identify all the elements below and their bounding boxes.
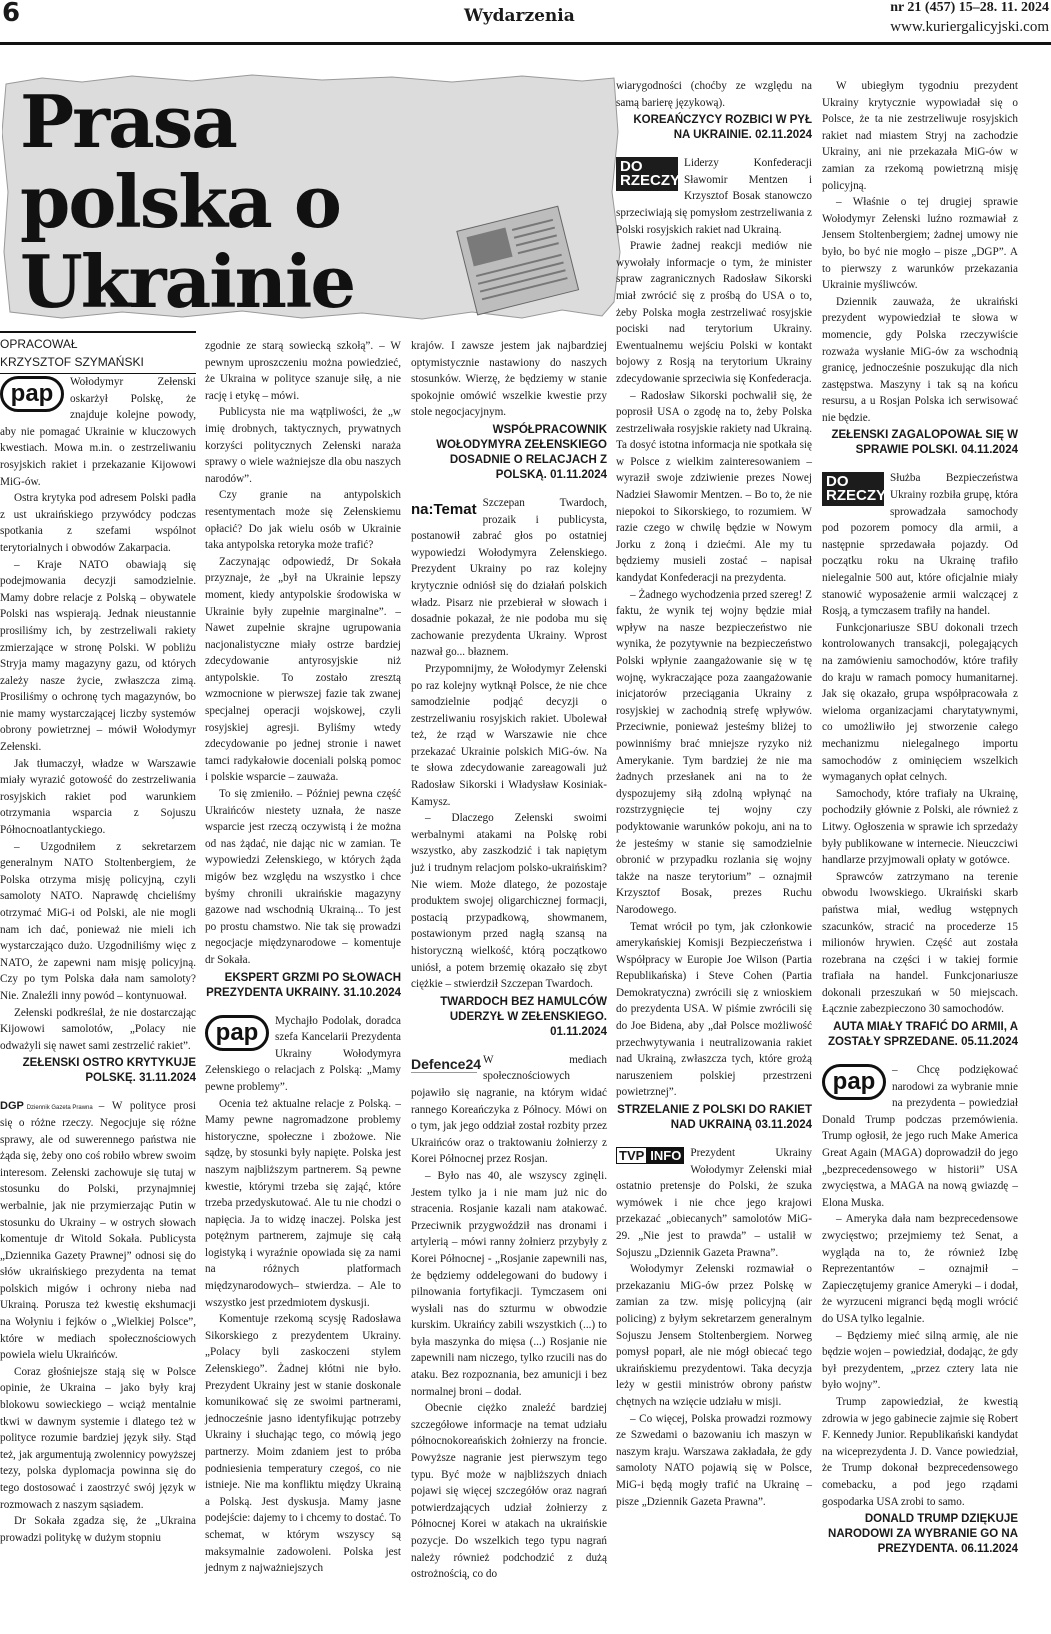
defence24-logo-text: Defence24 — [411, 1055, 482, 1072]
dgp-logo — [0, 1100, 93, 1112]
paragraph: – Radosław Sikorski pochwalił się, że poprosił USA o zgodę na to, żeby Polska zestrzeliwała rosyjskie rakiety nad Ukrainą. Ta dosyć istotna informacja nie spotkała się w Polsce z wielkim zainteresowaniem – wyraził swoje zdziwienie prezes Nowej Nadziei Sławomir Mentzen. – Bo to, że nie niepokoi to Sikorskiego, to rozumiem. W razie czego w chwilę będzie w Nowym Jorku z żoną i dziećmi. Ale my tu będziemy musieli zostać – napisał kandydat Konfederacji na prezydenta. — [616, 389, 813, 585]
paragraph: krajów. I zawsze jestem jak najbardziej optymistycznie nastawiony do naszych stosunków. Wierzę, że będziemy w stanie spokojnie omówić wszelkie kwestie przy stole negocjacyjnym. — [411, 340, 607, 419]
paragraph: Samochody, które trafiały na Ukrainę, pochodziły głównie z Polski, ale również z Litwy. Ogłoszenia w sprawie ich sprzedaży były publikowane w internecie. Nieuczciwi handlarze przyjmowali opłaty w gotówce. — [822, 787, 1018, 867]
paragraph: Ostra krytyka pod adresem Polski padła z ust ukraińskiego przywódcy podczas spotkania z szefami wspólnot terytorialnych i obwodów Zakarpacia. — [0, 492, 196, 554]
paragraph: – Uzgodniłem z sekretarzem generalnym NATO Stoltenbergiem, że Polska otrzyma misję policyjną, czyli samoloty NATO. Naprawdę chcieliśmy otrzymać MiG-i od Polski, ale nie mogli nam ich dać, ponieważ nie mieli ich wystarczająco dużo. Uzgodniliśmy więc z NATO, że zapewni nam misję policyjną. Czy po tym Polska dała nam samoloty? Nie. Znaleźli inny powód – kontynuował. — [0, 840, 196, 1002]
defence24-logo — [411, 1055, 482, 1079]
pap-logo: pap — [0, 376, 64, 412]
issue-info: nr 21 (457) 15–28. 11. 2024 — [890, 0, 1049, 15]
byline — [0, 331, 196, 374]
paragraph: Dr Sokała zgadza się, że „Ukraina prowadzi politykę w dużym stopniu — [0, 1515, 196, 1544]
title-banner — [2, 72, 622, 322]
paragraph: Wołodymyr Zełenski oskarżył Polskę, że znajduje kolejne powody, aby nie pomagać Ukrainie w kluczowych kwestiach. Mowa m.in. o zestrzeliwaniu rosyjskich rakiet i przekazanie Kijowowi MiG-ów. — [0, 376, 196, 488]
newspaper-icon — [448, 204, 584, 320]
paragraph: Mychajło Podolak, doradca szefa Kancelarii Prezydenta Ukrainy Wołodymyra Zełenskiego o relacjach z Polską: „Mamy pewne problemy”. — [205, 1014, 401, 1093]
paragraph: Komentuje rzekomą scysję Radosława Sikorskiego z prezydentem Ukrainy. „Polacy byli zaskoczeni stylem Zełenskiego”. Żadnej kłótni nie było. Prezydent Ukrainy jest w stanie doskonale komunikować się ze swoimi partnerami, jednocześnie jasno identyfikując potrzeby Ukrainy i słuchając tego, co mówią jego partnerzy. Moim zdaniem jest to próba podniesienia temperatury czegoś, co nie istnieje. Nie ma konfliktu między Ukrainą a Polską. Jest dyskusja. Mamy jasne podejście: dajemy to i chcemy to dostać. To schemat, w którym wszyscy są maksymalnie zadowoleni. Polska jest jednym z najważniejszych — [205, 1313, 401, 1575]
source-headline: ZEŁENSKI ZAGALOPOWAŁ SIĘ W SPRAWIE POLSKI. 04.11.2024 — [831, 429, 1018, 457]
page-number: 6 — [2, 0, 21, 28]
paragraph: Ocenia też aktualne relacje z Polską. – Mamy pewne nagromadzone problemy historyczne, społeczne i zbożowe. Nie sądzę, by stosunki były napięte. Polska jest naszym najbliższym partnerem. Są pewne kwestie, którymi trzeba się zająć, które trzeba przedyskutować. Ale tu nie chodzi o napięcia. Ja to widzę inaczej. Polska jest potężnym partnerem, zajmuje się całą logistyką i wyraźnie opowiada się za nami na różnych platformach międzynarodowych– stwierdza. – Ale to wszystko jest przedmiotem dyskusji. — [205, 1097, 401, 1309]
column-3 — [411, 338, 607, 1583]
source-headline: DONALD TRUMP DZIĘKUJE NARODOWI ZA WYBRANIE GO NA PREZYDENTA. 06.11.2024 — [828, 1513, 1018, 1556]
byline-author: KRZYSZTOF SZYMAŃSKI — [0, 355, 144, 369]
source-headline: STRZELANIE Z POLSKI DO RAKIET NAD UKRAINĄ 03.11.2024 — [617, 1104, 812, 1132]
column-1 — [0, 374, 196, 1546]
byline-label: OPRACOWAŁ — [0, 337, 78, 351]
column-4 — [616, 78, 812, 1510]
source-headline: KOREAŃCZYCY ROZBICI W PYŁ NA UKRAINIE. 02.11.2024 — [633, 114, 812, 142]
pap-logo: pap — [205, 1015, 269, 1051]
paragraph: W ubiegłym tygodniu prezydent Ukrainy krytycznie wypowiadał się o Polsce, że ta nie zestrzeliwuje rosyjskich rakiet nad miastem Stryj na zachodzie Ukrainy, ani nie przekazała MiG-ów w zamian za rzekomą powietrzną misję policyjną. — [822, 80, 1018, 192]
paragraph: – Kraje NATO obawiają się podejmowania decyzji samodzielnie. Mamy dobre relacje z Polską – obywatele Polski nas wspierają. Jednak nieustannie prosiliśmy ich, by zestrzeliwali rakiety zmierzające w stronę Polski. W pobliżu Stryja mamy magazyny gazu, od których zależy nasze życie, zwłaszcza zimą. Prosiliśmy o ochronę tych magazynów, bo nie mamy wystarczającej liczby systemów obrony powietrznej – mówił Wołodymyr Zełenski. — [0, 558, 196, 754]
paragraph: – Było nas 40, ale wszyscy zginęli. Jestem tylko ja i nie mam już nic do stracenia. Rosjanie kazali nam atakować. Przeciwnik przygwoździł nas dronami i artylerią – mówi ranny żołnierz przybyły z Korei Północnej - „Rosjanie zapewnili nas, że będziemy oddelegowani do budowy i pilnowania fortyfikacji. Tymczasem oni wysłali nas do szturmu w obwodzie kurskim. Ukraińcy zabili wszystkich (...) to była maszynka do mięsa (...) Rosjanie nie zapewnili nam niczego, tylko rzucili nas do ataku. Bez rozpoznania, bez amunicji i bez normalnej broni – dodał. — [411, 1169, 607, 1398]
column-5 — [822, 78, 1018, 1569]
pap-logo: pap — [822, 1064, 886, 1100]
source-headline: TWARDOCH BEZ HAMULCÓW UDERZYŁ W ZEŁENSKIEGO. 01.11.2024 — [440, 995, 607, 1038]
paragraph: Zaczynając odpowiedź, Dr Sokała przyznaje, że „był na Ukrainie lepszy moment, kiedy antypolskie środowiska w Ukrainie były zupełnie marginalne”. – Nawet zupełnie skrajne ugrupowania nacjonalistyczne miały ostrze bardziej zdecydowanie antyrosyjskie niż antypolskie. To zostało zresztą wzmocnione w pierwszej fazie tak zwanej specjalnej operacji wojskowej, czyli rosyjskiej agresji. Byliśmy wtedy zdecydowanie po jednej stronie i nawet tamci radykałowie doceniali polską pomoc i polskie wsparcie – zauważa. — [205, 555, 401, 784]
paragraph: – Chcę podziękować narodowi za wybranie mnie na prezydenta – powiedział Donald Trump podczas przemówienia. Trump ogłosił, że jego ruch Make America Great Again (MAGA) doprowadził do jego „bezprecedensowego w historii” USA zwycięstwa, a MAGA na nową gwiazdę – Elona Muska. — [822, 1064, 1018, 1209]
dorzeczy-logo: DO RZECZY — [822, 472, 884, 506]
tvp-logo-text: TVP — [616, 1147, 647, 1164]
paragraph: Liderzy Konfederacji Sławomir Mentzen i Krzysztof Bosak stanowczo sprzeciwiają się pomysłom zestrzeliwania z Polski rosyjskich rakiet nad Ukrainą. — [616, 157, 812, 236]
info-logo-text: INFO — [647, 1147, 684, 1164]
section-title: Wydarzenia — [464, 6, 575, 26]
paragraph: – Właśnie o tej drugiej sprawie Wołodymyr Zełenski luźno rozmawiał z Jensem Stoltenbergiem; żadnej umowy nie było, bo być nie mogło – pisze „DGP”. A to pierwszy z warunków przekazania Ukrainie myśliwców. — [822, 196, 1018, 292]
column-2 — [205, 338, 401, 1577]
paragraph: Coraz głośniejsze stają się w Polsce opinie, że Ukraina – jako były kraj blokowu sowieckiego – wciąż mentalnie tkwi w dawnym systemie i dlatego też w polityce rozumie bardziej język siły. Stąd też, jak argumentują zwolennicy powyższej tezy, polska dyplomacja powinna się do tego dostosować i zaostrzyć swój język w rozmowach z naszym sąsiadem. — [0, 1365, 196, 1511]
paragraph: – Co więcej, Polska prowadzi rozmowy ze Szwedami o bazowaniu ich maszyn w naszym kraju. Warszawa zakładała, że gdy samoloty NATO pojawią się w Polsce, MiG-i będą mogły trafić na Ukrainę – pisze „Dziennik Gazeta Prawna”. — [616, 1412, 812, 1508]
tvp-info-logo — [616, 1147, 684, 1164]
paragraph: To się zmieniło. – Później pewna część Ukraińców niestety uznała, że nasze wsparcie jest rzeczą oczywistą i że można od nas żądać, nie dając nic w zamian. Te wypowiedzi Zełenskiego, w których żąda migów bez względu na wszystko i chce byśmy chronili ukraińskie magazyny gazowe nad wschodnią Ukrainą... To jest po prostu chamstwo. Nie tak się prowadzi negocjacje międzynarodowe – komentuje dr Sokała. — [205, 788, 401, 966]
website-link[interactable]: www.kuriergalicyjski.com — [890, 19, 1049, 35]
page-header — [0, 0, 1051, 42]
paragraph: Funkcjonariusze SBU dokonali trzech kontrolowanych transakcji, polegających na zamówieniu samochodów, które trafiły do kraju w ramach pomocy humanitarnej. Jak się okazało, grupa współpracowała z wieloma organizacjami charytatywnymi, co umożliwiło jej stworzenie całego mechanizmu nielegalnego importu samochodów z ominięciem wszelkich wymaganych opłat celnych. — [822, 621, 1018, 784]
paragraph: Szczepan Twardoch, prozaik i publicysta, postanowił zabrać głos po ostatniej wypowiedzi Wołodymyra Zełenskiego. Prezydent Ukrainy po raz kolejny krytycznie odniósł się do działań polskich władz. Pisarz nie przebierał w słowach i dosadnie pokazał, że nie podoba mu się zachowanie prezydenta Ukrainy. Wprost nazwał go... błaznem. — [411, 496, 607, 659]
dorzeczy-logo: DO RZECZY — [616, 157, 678, 191]
paragraph: Publicysta nie ma wątpliwości, że „w imię drobnych, taktycznych, prywatnych korzyści politycznych Zełenski naraża sprawy o wiele ważniejsze dla obu naszych narodów”. — [205, 406, 401, 485]
dgp-logo-text: DGP — [0, 1100, 24, 1113]
paragraph: – Żadnego wychodzenia przed szereg! Z faktu, że wynik tej wojny będzie miał wpływ na nasze bezpieczeństwo nie wynika, że pozytywnie na bezpieczeństwo Polski wpłynie zaangażowanie się w tę wojnę, wykraczające poza zaangażowanie inicjatorów przeciągania Ukrainy z rosyjskiej w zachodnią strefę wpływów. Przeciwnie, ponieważ jesteśmy bliżej to powinniśmy brać mniejsze ryzyko niż Amerykanie. Tym bardziej że nie ma żadnych przesłanek ani na to że dyspozujemy siłą zdolną wpłynąć na rozstrzygnięcie tej wojny czy podyktowanie warunków pokoju, ani na to że jesteśmy w stanie się samodzielnie obronić w przypadku rozlania się wojny także na nasze terytorium” – oznajmił Krzysztof Bosak, prezes Ruchu Narodowego. — [616, 588, 812, 916]
paragraph: zgodnie ze starą sowiecką szkołą”. – W pewnym uproszczeniu można powiedzieć, że Ukraina w polityce szanuje siłę, a nie rację i etykę – mówi. — [205, 340, 401, 402]
paragraph: Sprawców zatrzymano na terenie obwodu lwowskiego. Ukraiński skarb państwa miał, według wstępnych szacunków, stracić na procederze 15 milionów hrywien. Część aut została rozebrana na części i w takiej formie trafiała na handel. Funkcjonariusze dokonali przeszukań w 50 miejscach. Łącznie zabezpieczono 30 samochodów. — [822, 870, 1018, 1016]
dgp-logo-subtitle: Dziennik Gazeta Prawna — [26, 1105, 93, 1112]
paragraph: – Ameryka dała nam bezprecedensowe zwycięstwo; przejmiemy też Senat, a wygląda na to, że również Izbę Reprezentantów – oznajmił – Zapieczętujemy granice Ameryki – i dodał, że wyrzuceni migranci będą mogli wrócić do USA tylko legalnie. — [822, 1213, 1018, 1325]
paragraph: Trump zapowiedział, że kwestią zdrowia w jego gabinecie zajmie się Robert F. Kennedy Junior. Republikański kandydat na wiceprezydenta J. D. Vance powiedział, że Trump dokonał bezprecedensowego comebacku, a pod jego rządami gospodarka USA zrobi to samo. — [822, 1395, 1018, 1508]
main-title: Prasa polska o Ukrainie — [20, 79, 355, 324]
source-headline: EKSPERT GRZMI PO SŁOWACH PREZYDENTA UKRAINY. 31.10.2024 — [206, 971, 401, 999]
paragraph: – Dlaczego Zełenski swoimi werbalnymi atakami na Polskę robi wszystko, aby zaszkodzić i tak napiętym już i trudnym relacjom polsko-ukraińskim? Nie wiem. Może dlatego, że pozostaje produktem swojej oligarchicznej formacji, postacią przypadkową, showmanem, postawionym przed nagłą szansą na historyczną wielkość, którą początkowo uniósł, a potem brzemię okazało się zbyt ciężkie – stwierdził Szczepan Twardoch. — [411, 812, 607, 991]
paragraph: Obecnie ciężko znaleźć bardziej szczegółowe informacje na temat udziału północnokoreańskich żołnierzy na froncie. Powyższe nagranie jest pierwszym tego typu. Być może w najbliższych dniach pojawi się więcej szczegółów oraz nagrań potwierdzających udział żołnierzy z Północnej Korei w atakach na ukraińskie pozycje. Do wszelkich tego typu nagrań należy również podchodzić z dużą ostrożnością, co do — [411, 1402, 607, 1581]
paragraph: wiarygodności (choćby ze względu na samą barierę językową). — [616, 80, 812, 109]
paragraph: Służba Bezpieczeństwa Ukrainy rozbiła grupę, która sprowadzała samochody pod pozorem pomocy dla armii, a następnie sprzedawała pojazdy. Od początku roku na Ukrainę trafiło nielegalnie 500 aut, które oficjalnie miały stanowić wyposażenie armii walczącej z Rosją, a tymczasem trafiły na handel. — [822, 472, 1018, 618]
source-headline: AUTA MIAŁY TRAFIĆ DO ARMII, A ZOSTAŁY SPRZEDANE. 05.11.2024 — [827, 1021, 1018, 1049]
paragraph: Zełenski podkreślał, że nie dostarczając Kijowowi samolotów, „Polacy nie odważyli się nawet sami zestrzelić rakiet”. — [0, 1006, 196, 1052]
header-rule — [0, 42, 1051, 45]
paragraph: W mediach społecznościowych pojawiło się nagranie, na którym widać rannego Koreańczyka z Północy. Mówi on o tym, jak jego oddział został rozbity przez Ukraińców oraz o traktowaniu żołnierzy z Korei Północnej przez Rosjan. — [411, 1053, 607, 1166]
paragraph: Temat wrócił po tym, jak członkowie amerykańskiej Komisji Bezpieczeństwa i Współpracy w Europie Joe Wilson (Partia Republikańska) i Steve Cohen (Partia Demokratyczna) zwrócili się z wnioskiem do prezydenta USA. W piśmie zwrócili się do Joe Bidena, aby „dał Polsce możliwość przechwytywania i neutralizowania rakiet nad Ukrainą, zwłaszcza tych, które grożą naruszeniem polskiej przestrzeni powietrznej”. — [616, 920, 812, 1099]
source-headline: WSPÓŁPRACOWNIK WOŁODYMYRA ZEŁENSKIEGO DOSADNIE O RELACJACH Z POLSKĄ. 01.11.2024 — [436, 423, 607, 481]
paragraph: – Będziemy mieć silną armię, ale nie będzie wojen – powiedział, dodając, że gdy był prezydentem, „przez cztery lata nie było wojny”. — [822, 1329, 1018, 1392]
paragraph: – W polityce prosi się o różne rzeczy. Negocjuje się różne sprawy, ale od suwerennego państwa nie żąda się, żeby ono coś robiło wbrew swoim interesom. Zełenski zachowuje się tutaj w stosunku do Polski, przynajmniej werbalnie, jak nie przymierzając Putin w stosunku do Ukrainy – w ostrych słowach komentuje dr Witold Sokała. Publicysta „Dziennika Gazety Prawnej” odnosi się do słów ukraińskiego prezydenta na temat polskich migów i ochrony nieba nad Ukrainą. Porusza też kwestię ekshumacji na Wołyniu i fejków o „Wielkiej Polsce”, które w mediach społecznościowych powiela wielu Ukraińców. — [0, 1100, 196, 1362]
source-headline: ZEŁENSKI OSTRO KRYTYKUJE POLSKĘ. 31.11.2024 — [22, 1057, 196, 1085]
paragraph: Prawie żadnej reakcji mediów nie wywołały informacje o tym, że minister spraw zagranicznych Radosław Sikorski miał zwrócić się z prośbą do USA o to, żeby Polska mogła zestrzeliwać rosyjskie pociski nad terytorium Ukrainy. Ewentualnemu wejściu Polski w kontakt bojowy z Rosją na terytorium Ukrainy zdecydowanie sprzeciwia się Konfederacja. — [616, 240, 812, 385]
paragraph: Czy granie na antypolskich resentymentach może się Zełenskiemu opłacić? Do jak wielu osób w Ukrainie taka antypolska retoryka może trafić? — [205, 489, 401, 552]
paragraph: Jak tłumaczył, władze w Warszawie miały wyrazić gotowość do zestrzeliwania rosyjskich rakiet pod warunkiem otrzymania wsparcia z Sojuszu Północnoatlantyckiego. — [0, 757, 196, 837]
paragraph: Prezydent Ukrainy Wołodymyr Zełenski miał ostatnio pretensje do Polski, że szuka wymówek i nie chce jego krajowi przekazać „obiecanych” samolotów MiG-29. „Nie jest to prawda” – ustalił w Sojuszu „Dziennik Gazeta Prawna”. — [616, 1147, 812, 1259]
natemat-logo: na:Temat — [411, 500, 477, 518]
paragraph: Wołodymyr Zełenski rozmawiał o przekazaniu MiG-ów przez Polskę w zamian za tzw. misję policyjną (air policing) z byłym sekretarzem generalnym Sojuszu Jensem Stoltenbergiem. Norweg pomysł poparł, ale nie mógł obiecać tego ukraińskiemu prezydentowi. Taka decyzja leży w gestii ministrów obrony państw chętnych na wzięcie udziału w misji. — [616, 1263, 812, 1408]
paragraph: Dziennik zauważa, że ukraiński prezydent wypowiedział te słowa w momencie, gdy Polska rzeczywiście rozważa wysłanie MiG-ów za wschodnią granicę, jednocześnie poszukując dla nich zastępstwa. Maszyny i tak są na końcu resursu, a u Rosjan Polska ich serwisować nie będzie. — [822, 295, 1018, 424]
paragraph: Przypomnijmy, że Wołodymyr Zełenski po raz kolejny wytknął Polsce, że nie chce samodzielnie podjąć decyzji o zestrzeliwaniu rosyjskich rakiet. Ubolewał też, że rząd w Warszawie nie chce przekazać Ukrainie polskich MiG-ów. Na te słowa zdecydowanie zareagowali już Radosław Sikorski i Władysław Kosiniak-Kamysz. — [411, 662, 607, 808]
